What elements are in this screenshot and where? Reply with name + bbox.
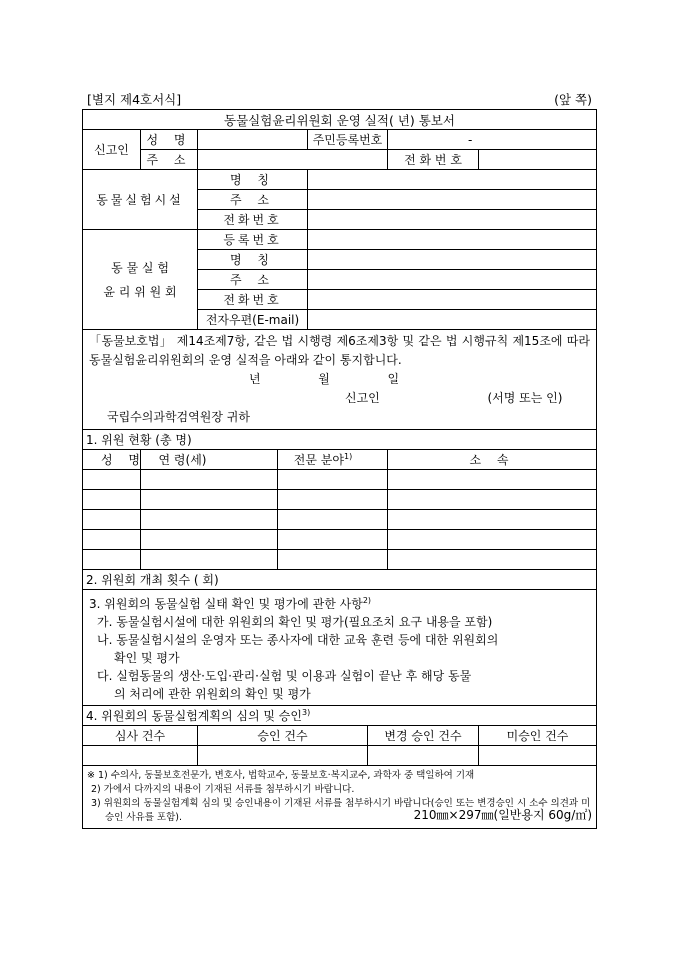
statement-block <box>83 330 597 430</box>
section3-title <box>89 592 590 613</box>
applicant-id-field[interactable] <box>388 130 597 150</box>
section2-title: 2. 위원회 개최 횟수 ( 회) <box>83 570 597 590</box>
member-affil-cell[interactable] <box>388 550 597 570</box>
col-name: 성 명 <box>83 450 141 470</box>
applicant-name-label: 성 명 <box>141 130 198 150</box>
applicant-phone-field[interactable] <box>479 150 597 170</box>
committee-label <box>83 230 198 330</box>
addressee: 국립수의과학검역원장 귀하 <box>107 410 250 424</box>
member-row <box>83 530 597 550</box>
member-field-cell[interactable] <box>278 530 388 550</box>
col-review-count: 심사 건수 <box>83 726 198 746</box>
report-form <box>82 109 597 829</box>
facility-address-field[interactable] <box>308 190 597 210</box>
section3-footnote: 2) <box>362 596 372 605</box>
member-affil-cell[interactable] <box>388 470 597 490</box>
committee-label-line2: 윤 리 위 원 회 <box>103 284 177 299</box>
page-side: (앞 쪽) <box>554 92 592 107</box>
member-field-cell[interactable] <box>278 490 388 510</box>
col-approved-count: 승인 건수 <box>198 726 368 746</box>
section3-item-a: 가. 동물실험시설에 대한 위원회의 확인 및 평가(필요조치 요구 내용을 포함) <box>97 615 493 629</box>
col-unapproved-count: 미승인 건수 <box>479 726 597 746</box>
section1-title: 1. 위원 현황 (총 명) <box>83 430 597 450</box>
section3-item-b-cont: 확인 및 평가 <box>114 651 180 665</box>
member-age-cell[interactable] <box>141 530 278 550</box>
committee-phone-label: 전화번호 <box>198 290 308 310</box>
applicant-label: 신고인 <box>83 130 141 170</box>
committee-name-label: 명 칭 <box>198 250 308 270</box>
member-name-cell[interactable] <box>83 490 141 510</box>
signer-label: 신고인 <box>345 391 380 405</box>
sign-note[interactable]: (서명 또는 인) <box>487 391 563 405</box>
change-approved-count-cell[interactable] <box>368 746 479 766</box>
member-row <box>83 470 597 490</box>
facility-address-label: 주 소 <box>198 190 308 210</box>
member-name-cell[interactable] <box>83 470 141 490</box>
section4-footnote: 3) <box>302 708 311 717</box>
facility-label: 동물실험시설 <box>83 170 198 230</box>
committee-address-label: 주 소 <box>198 270 308 290</box>
member-row <box>83 550 597 570</box>
section3-item-c: 다. 실험동물의 생산·도입·관리·실험 및 이용과 실험이 끝난 후 해당 동물 <box>97 669 472 683</box>
member-row <box>83 490 597 510</box>
col-change-approved-count: 변경 승인 건수 <box>368 726 479 746</box>
date-year: 년 <box>249 372 261 386</box>
id-dash: - <box>468 132 473 147</box>
facility-name-label: 명 칭 <box>198 170 308 190</box>
col-field <box>278 450 388 470</box>
footnote-1: ※ 1) 수의사, 동물보호전문가, 변호사, 법학교수, 동물보호·복지교수, 과학자 중 택일하여 기재 <box>87 770 475 781</box>
member-row <box>83 510 597 530</box>
committee-email-field[interactable] <box>308 310 597 330</box>
paper-spec: 210㎜×297㎜(일반용지 60g/㎡) <box>413 808 592 822</box>
col-age: 연 령(세) <box>141 450 278 470</box>
committee-reg-label: 등록번호 <box>198 230 308 250</box>
committee-phone-field[interactable] <box>308 290 597 310</box>
signer-line <box>89 389 590 408</box>
section3-title-text: 3. 위원회의 동물실험 실태 확인 및 평가에 관한 사항 <box>89 597 363 611</box>
section4-title-text: 4. 위원회의 동물실험계획의 심의 및 승인 <box>86 709 302 723</box>
facility-phone-label: 전화번호 <box>198 210 308 230</box>
facility-phone-field[interactable] <box>308 210 597 230</box>
unapproved-count-cell[interactable] <box>479 746 597 766</box>
section3-item-b: 나. 동물실험시설의 운영자 또는 종사자에 대한 교육 훈련 등에 대한 위원회의 <box>97 633 499 647</box>
col-field-label: 전문 분야 <box>293 453 344 467</box>
committee-name-field[interactable] <box>308 250 597 270</box>
member-age-cell[interactable] <box>141 550 278 570</box>
form-title: 동물실험윤리위원회 운영 실적( 년) 통보서 <box>83 110 597 130</box>
applicant-address-field[interactable] <box>198 150 388 170</box>
date-line <box>89 370 590 389</box>
approved-count-cell[interactable] <box>198 746 368 766</box>
footnote-3: 3) 위원회의 동물실험계획 심의 및 승인내용이 기재된 서류를 첨부하시기 바랍니다(승인 또는 변경승인 시 소수 의견과 미승인 사유를 포함). <box>91 798 591 823</box>
member-affil-cell[interactable] <box>388 510 597 530</box>
member-field-cell[interactable] <box>278 510 388 530</box>
date-day: 일 <box>387 372 400 386</box>
form-number: [별지 제4호서식] <box>87 92 182 107</box>
section4-title <box>83 706 597 726</box>
committee-label-line1: 동 물 실 험 <box>111 260 169 275</box>
member-age-cell[interactable] <box>141 490 278 510</box>
applicant-name-field[interactable] <box>198 130 308 150</box>
member-name-cell[interactable] <box>83 510 141 530</box>
committee-email-label: 전자우편(E-mail) <box>198 310 308 330</box>
committee-address-field[interactable] <box>308 270 597 290</box>
statement-text: 「동물보호법」 제14조제7항, 같은 법 시행령 제6조제3항 및 같은 법 시행규칙 제15조에 따라 동물실험윤리위원회의 운영 실적을 아래와 같이 통지합니다. <box>89 334 590 367</box>
applicant-phone-label: 전 화 번 호 <box>388 150 479 170</box>
col-field-footnote: 1) <box>343 452 353 461</box>
committee-reg-field[interactable] <box>308 230 597 250</box>
member-affil-cell[interactable] <box>388 490 597 510</box>
section3-item-c-cont: 의 처리에 관한 위원회의 확인 및 평가 <box>114 687 311 701</box>
col-affiliation: 소 속 <box>388 450 597 470</box>
member-field-cell[interactable] <box>278 470 388 490</box>
member-field-cell[interactable] <box>278 550 388 570</box>
member-age-cell[interactable] <box>141 470 278 490</box>
member-name-cell[interactable] <box>83 550 141 570</box>
date-month: 월 <box>318 372 330 386</box>
applicant-id-label: 주민등록번호 <box>308 130 388 150</box>
facility-name-field[interactable] <box>308 170 597 190</box>
section3-block <box>83 590 597 706</box>
review-values-row <box>83 746 597 766</box>
applicant-address-label: 주 소 <box>141 150 198 170</box>
footnote-2: 2) 가에서 다까지의 내용이 기재된 서류를 첨부하시기 바랍니다. <box>91 784 355 795</box>
member-name-cell[interactable] <box>83 530 141 550</box>
member-affil-cell[interactable] <box>388 530 597 550</box>
member-age-cell[interactable] <box>141 510 278 530</box>
review-count-cell[interactable] <box>83 746 198 766</box>
